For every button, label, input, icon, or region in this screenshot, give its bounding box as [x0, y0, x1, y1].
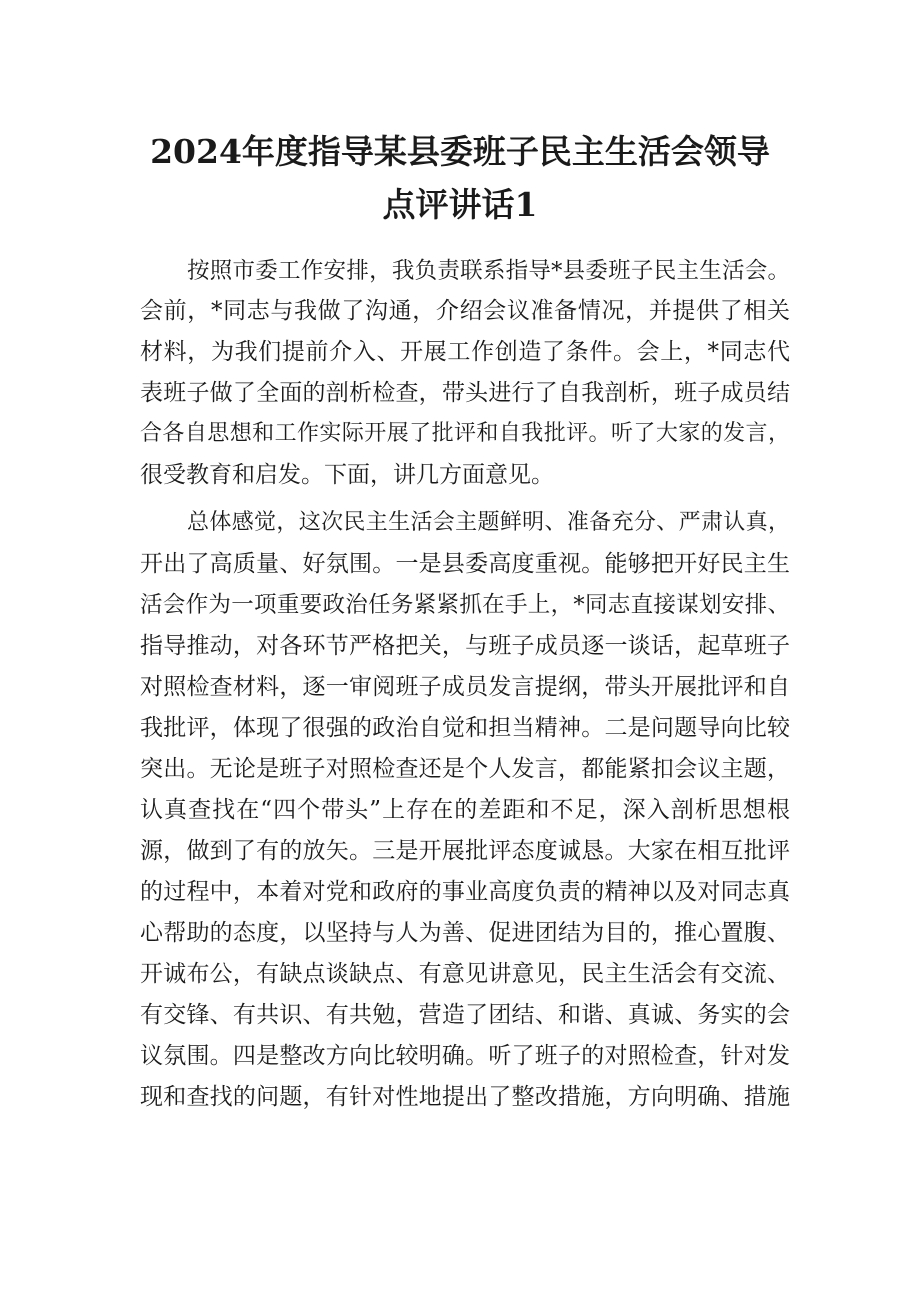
paragraph-1-line-1: 按照市委工作安排，我负责联系指导*县委班子民主生活会。 [187, 258, 790, 284]
paragraph-1-line-4: 表班子做了全面的剖析检查，带头进行了自我剖析，班子成员结 [140, 380, 790, 406]
paragraph-2-line-13: 有交锋、有共识、有共勉，营造了团结、和谐、真诚、务实的会 [140, 1002, 790, 1028]
paragraph-2-line-2: 开出了高质量、好氛围。一是县委高度重视。能够把开好民主生 [140, 551, 790, 577]
paragraph-2-line-1: 总体感觉，这次民主生活会主题鲜明、准备充分、严肃认真， [187, 510, 790, 535]
paragraph-2-line-8: 认真查找在“四个带头”上存在的差距和不足，深入剖析思想根 [140, 797, 790, 823]
paragraph-2-line-5: 对照检查材料，逐一审阅班子成员发言提纲，带头开展批评和自 [140, 674, 790, 700]
paragraph-1-line-3: 材料，为我们提前介入、开展工作创造了条件。会上，*同志代 [140, 339, 790, 365]
paragraph-1-line-2: 会前，*同志与我做了沟通，介绍会议准备情况，并提供了相关 [140, 298, 790, 324]
paragraph-2-line-11: 心帮助的态度，以坚持与人为善、促进团结为目的，推心置腹、 [140, 920, 790, 946]
document-title-line-2: 点评讲话1 [382, 185, 538, 224]
paragraph-1-line-5: 合各自思想和工作实际开展了批评和自我批评。听了大家的发言， [140, 421, 790, 446]
paragraph-2-line-9: 源，做到了有的放矢。三是开展批评态度诚恳。大家在相互批评 [140, 838, 790, 864]
paragraph-1-line-6: 很受教育和启发。下面，讲几方面意见。 [140, 462, 554, 488]
paragraph-2-line-14: 议氛围。四是整改方向比较明确。听了班子的对照检查，针对发 [140, 1043, 790, 1069]
paragraph-2-line-15: 现和查找的问题，有针对性地提出了整改措施，方向明确、措施 [140, 1084, 790, 1110]
paragraph-2-line-6: 我批评，体现了很强的政治自觉和担当精神。二是问题导向比较 [140, 715, 790, 741]
paragraph-2-line-12: 开诚布公，有缺点谈缺点、有意见讲意见，民主生活会有交流、 [140, 961, 790, 987]
document-title-line-1: 2024年度指导某县委班子民主生活会领导 [150, 132, 770, 171]
paragraph-2-line-4: 指导推动，对各环节严格把关，与班子成员逐一谈话，起草班子 [140, 633, 790, 659]
paragraph-2-line-7: 突出。无论是班子对照检查还是个人发言，都能紧扣会议主题， [140, 756, 790, 782]
paragraph-2-line-3: 活会作为一项重要政治任务紧紧抓在手上，*同志直接谋划安排、 [140, 592, 790, 618]
paragraph-2-line-10: 的过程中，本着对党和政府的事业高度负责的精神以及对同志真 [140, 879, 790, 905]
